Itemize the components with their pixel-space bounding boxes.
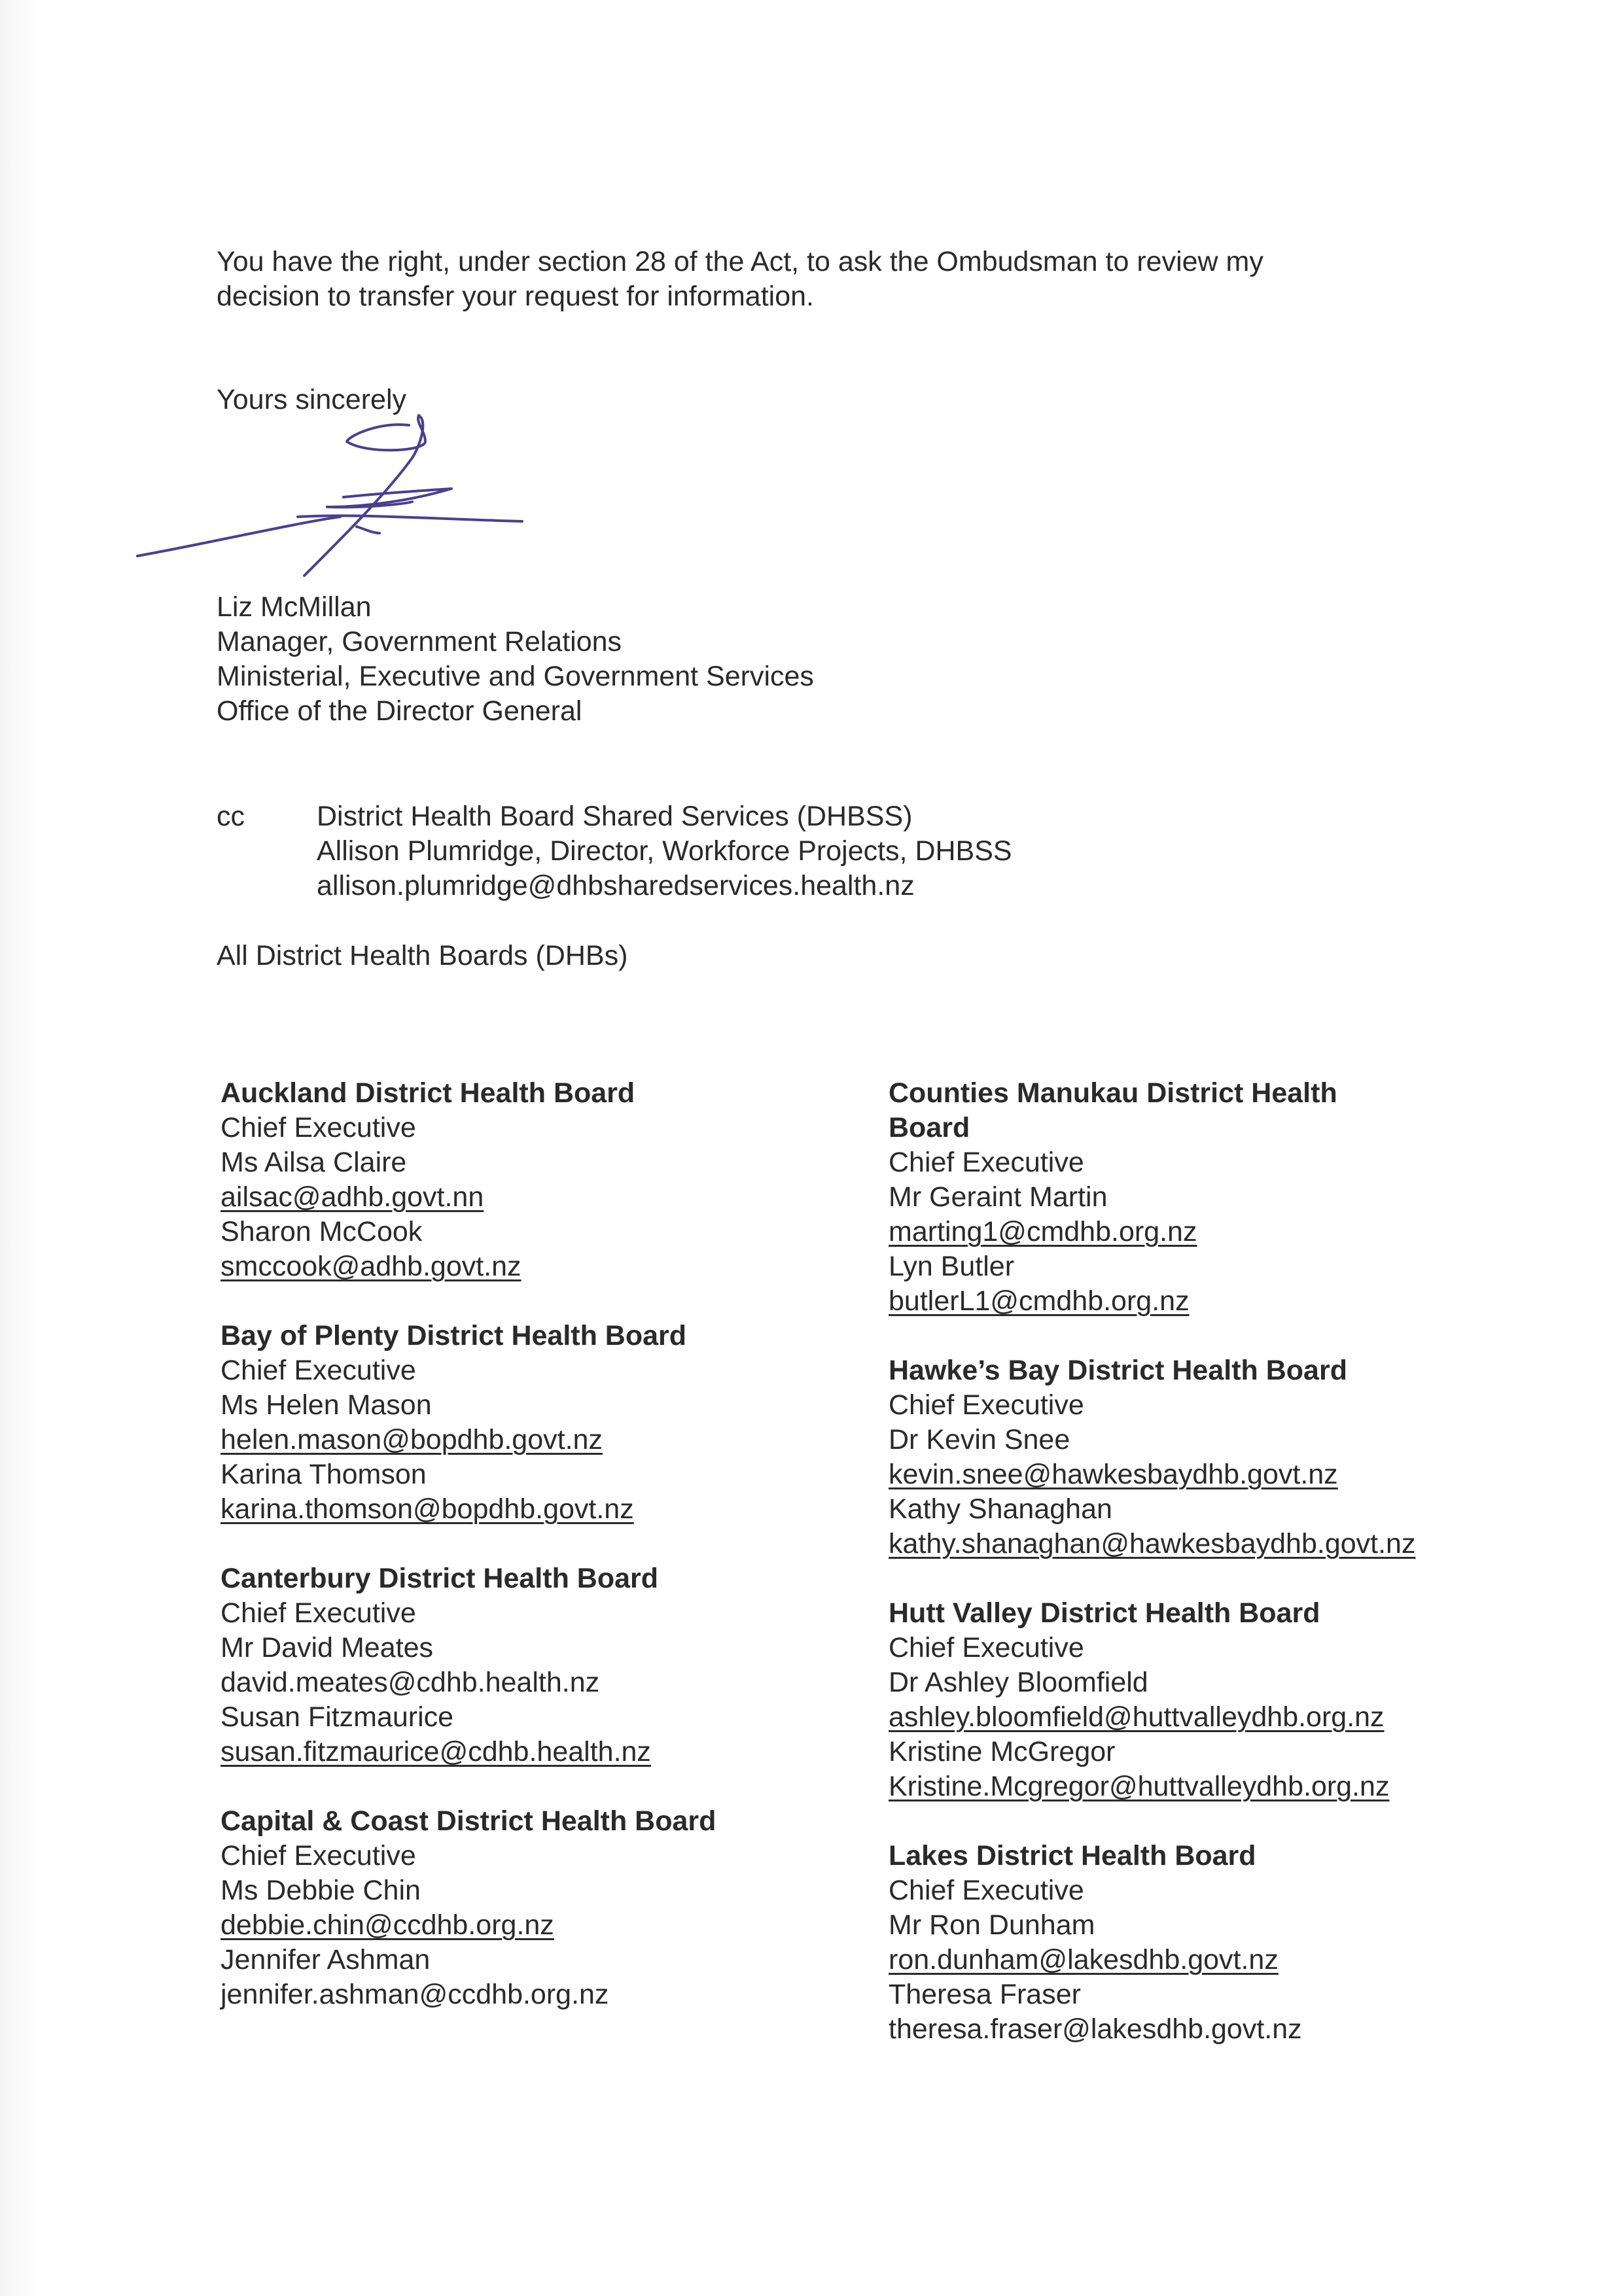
dhb-contact-block [221, 1561, 875, 1769]
contact-email[interactable]: smccook@adhb.govt.nz [221, 1251, 521, 1282]
paragraph-line: You have the right, under section 28 of the Act, to ask the Ombudsman to review my [217, 246, 1263, 277]
contact-email: jennifer.ashman@ccdhb.org.nz [221, 1979, 609, 2010]
dhb-contact-block [221, 1804, 875, 2012]
ce-name: Mr Geraint Martin [889, 1181, 1108, 1213]
closing-paragraph [217, 245, 1263, 314]
cc-label: cc [217, 801, 245, 832]
contact-email[interactable]: butlerL1@cmdhb.org.nz [889, 1285, 1190, 1317]
cc-line: District Health Board Shared Services (DHBSS) [317, 801, 913, 832]
ce-role: Chief Executive [221, 1597, 416, 1629]
ce-email[interactable]: marting1@cmdhb.org.nz [889, 1216, 1197, 1247]
dhb-name: Auckland District Health Board [221, 1077, 635, 1109]
contact-email[interactable]: karina.thomson@bopdhb.govt.nz [221, 1493, 634, 1525]
signature-stroke [357, 527, 380, 533]
contact-name: Kristine McGregor [889, 1736, 1116, 1767]
contact-name: Karina Thomson [221, 1459, 427, 1490]
contact-name: Jennifer Ashman [221, 1944, 431, 1975]
scan-edge-shadow [0, 0, 39, 2296]
ce-role: Chief Executive [889, 1389, 1084, 1421]
contact-email[interactable]: kathy.shanaghan@hawkesbaydhb.govt.nz [889, 1528, 1416, 1559]
ce-email[interactable]: ailsac@adhb.govt.nn [221, 1181, 484, 1213]
dhb-name: Counties Manukau District Health [889, 1077, 1337, 1109]
signature [131, 409, 537, 589]
contact-name: Kathy Shanaghan [889, 1493, 1112, 1525]
all-dhbs-label: All District Health Boards (DHBs) [217, 940, 628, 971]
dhb-name: Bay of Plenty District Health Board [221, 1320, 687, 1351]
sign-off: Yours sincerely [217, 384, 406, 415]
paragraph-line: decision to transfer your request for information. [217, 281, 814, 312]
signatory-title: Manager, Government Relations [217, 626, 622, 657]
signature-stroke [137, 517, 340, 556]
ce-name: Ms Ailsa Claire [221, 1147, 407, 1178]
contact-name: Sharon McCook [221, 1216, 423, 1247]
dhb-name: Capital & Coast District Health Board [221, 1805, 716, 1837]
signatory-office: Office of the Director General [217, 695, 582, 727]
ce-role: Chief Executive [889, 1632, 1084, 1663]
dhb-name: Hawke’s Bay District Health Board [889, 1355, 1347, 1386]
ce-email[interactable]: debbie.chin@ccdhb.org.nz [221, 1909, 554, 1941]
ce-role: Chief Executive [221, 1112, 416, 1143]
cc-line: Allison Plumridge, Director, Workforce Projects, DHBSS [317, 835, 1012, 867]
dhb-contact-block [889, 1596, 1543, 1804]
contact-name: Theresa Fraser [889, 1979, 1081, 2010]
signatory-name: Liz McMillan [217, 591, 372, 623]
ce-name: Ms Debbie Chin [221, 1875, 421, 1906]
dhb-name: Hutt Valley District Health Board [889, 1597, 1320, 1629]
ce-email[interactable]: ashley.bloomfield@huttvalleydhb.org.nz [889, 1701, 1385, 1733]
cc-email: allison.plumridge@dhbsharedservices.health.nz [317, 870, 915, 901]
contact-name: Susan Fitzmaurice [221, 1701, 454, 1733]
dhb-contact-block [889, 1076, 1543, 1319]
ce-email[interactable]: ron.dunham@lakesdhb.govt.nz [889, 1944, 1279, 1975]
dhb-contact-block [889, 1839, 1543, 2047]
dhb-contact-block [221, 1319, 875, 1527]
contact-email[interactable]: susan.fitzmaurice@cdhb.health.nz [221, 1736, 651, 1767]
ce-name: Dr Kevin Snee [889, 1424, 1070, 1455]
ce-role: Chief Executive [221, 1840, 416, 1871]
contact-email: theresa.fraser@lakesdhb.govt.nz [889, 2013, 1302, 2045]
ce-name: Mr Ron Dunham [889, 1909, 1095, 1941]
signature-stroke [327, 489, 451, 507]
ce-role: Chief Executive [889, 1147, 1084, 1178]
contact-name: Lyn Butler [889, 1251, 1015, 1282]
ce-email[interactable]: kevin.snee@hawkesbaydhb.govt.nz [889, 1459, 1338, 1490]
dhb-name: Board [889, 1112, 970, 1143]
ce-email[interactable]: helen.mason@bopdhb.govt.nz [221, 1424, 603, 1455]
dhb-name: Canterbury District Health Board [221, 1563, 659, 1594]
ce-email: david.meates@cdhb.health.nz [221, 1667, 600, 1698]
signatory-block [217, 590, 814, 729]
dhb-contact-block [221, 1076, 875, 1284]
ce-name: Dr Ashley Bloomfield [889, 1667, 1148, 1698]
dhb-contact-block [889, 1353, 1543, 1561]
contacts-left-column [221, 1076, 875, 2047]
contact-email[interactable]: Kristine.Mcgregor@huttvalleydhb.org.nz [889, 1771, 1390, 1802]
contacts-right-column [889, 1076, 1543, 2081]
ce-name: Ms Helen Mason [221, 1389, 432, 1421]
ce-role: Chief Executive [221, 1355, 416, 1386]
signatory-division: Ministerial, Executive and Government Services [217, 661, 814, 692]
ce-name: Mr David Meates [221, 1632, 433, 1663]
dhb-name: Lakes District Health Board [889, 1840, 1256, 1871]
ce-role: Chief Executive [889, 1875, 1084, 1906]
